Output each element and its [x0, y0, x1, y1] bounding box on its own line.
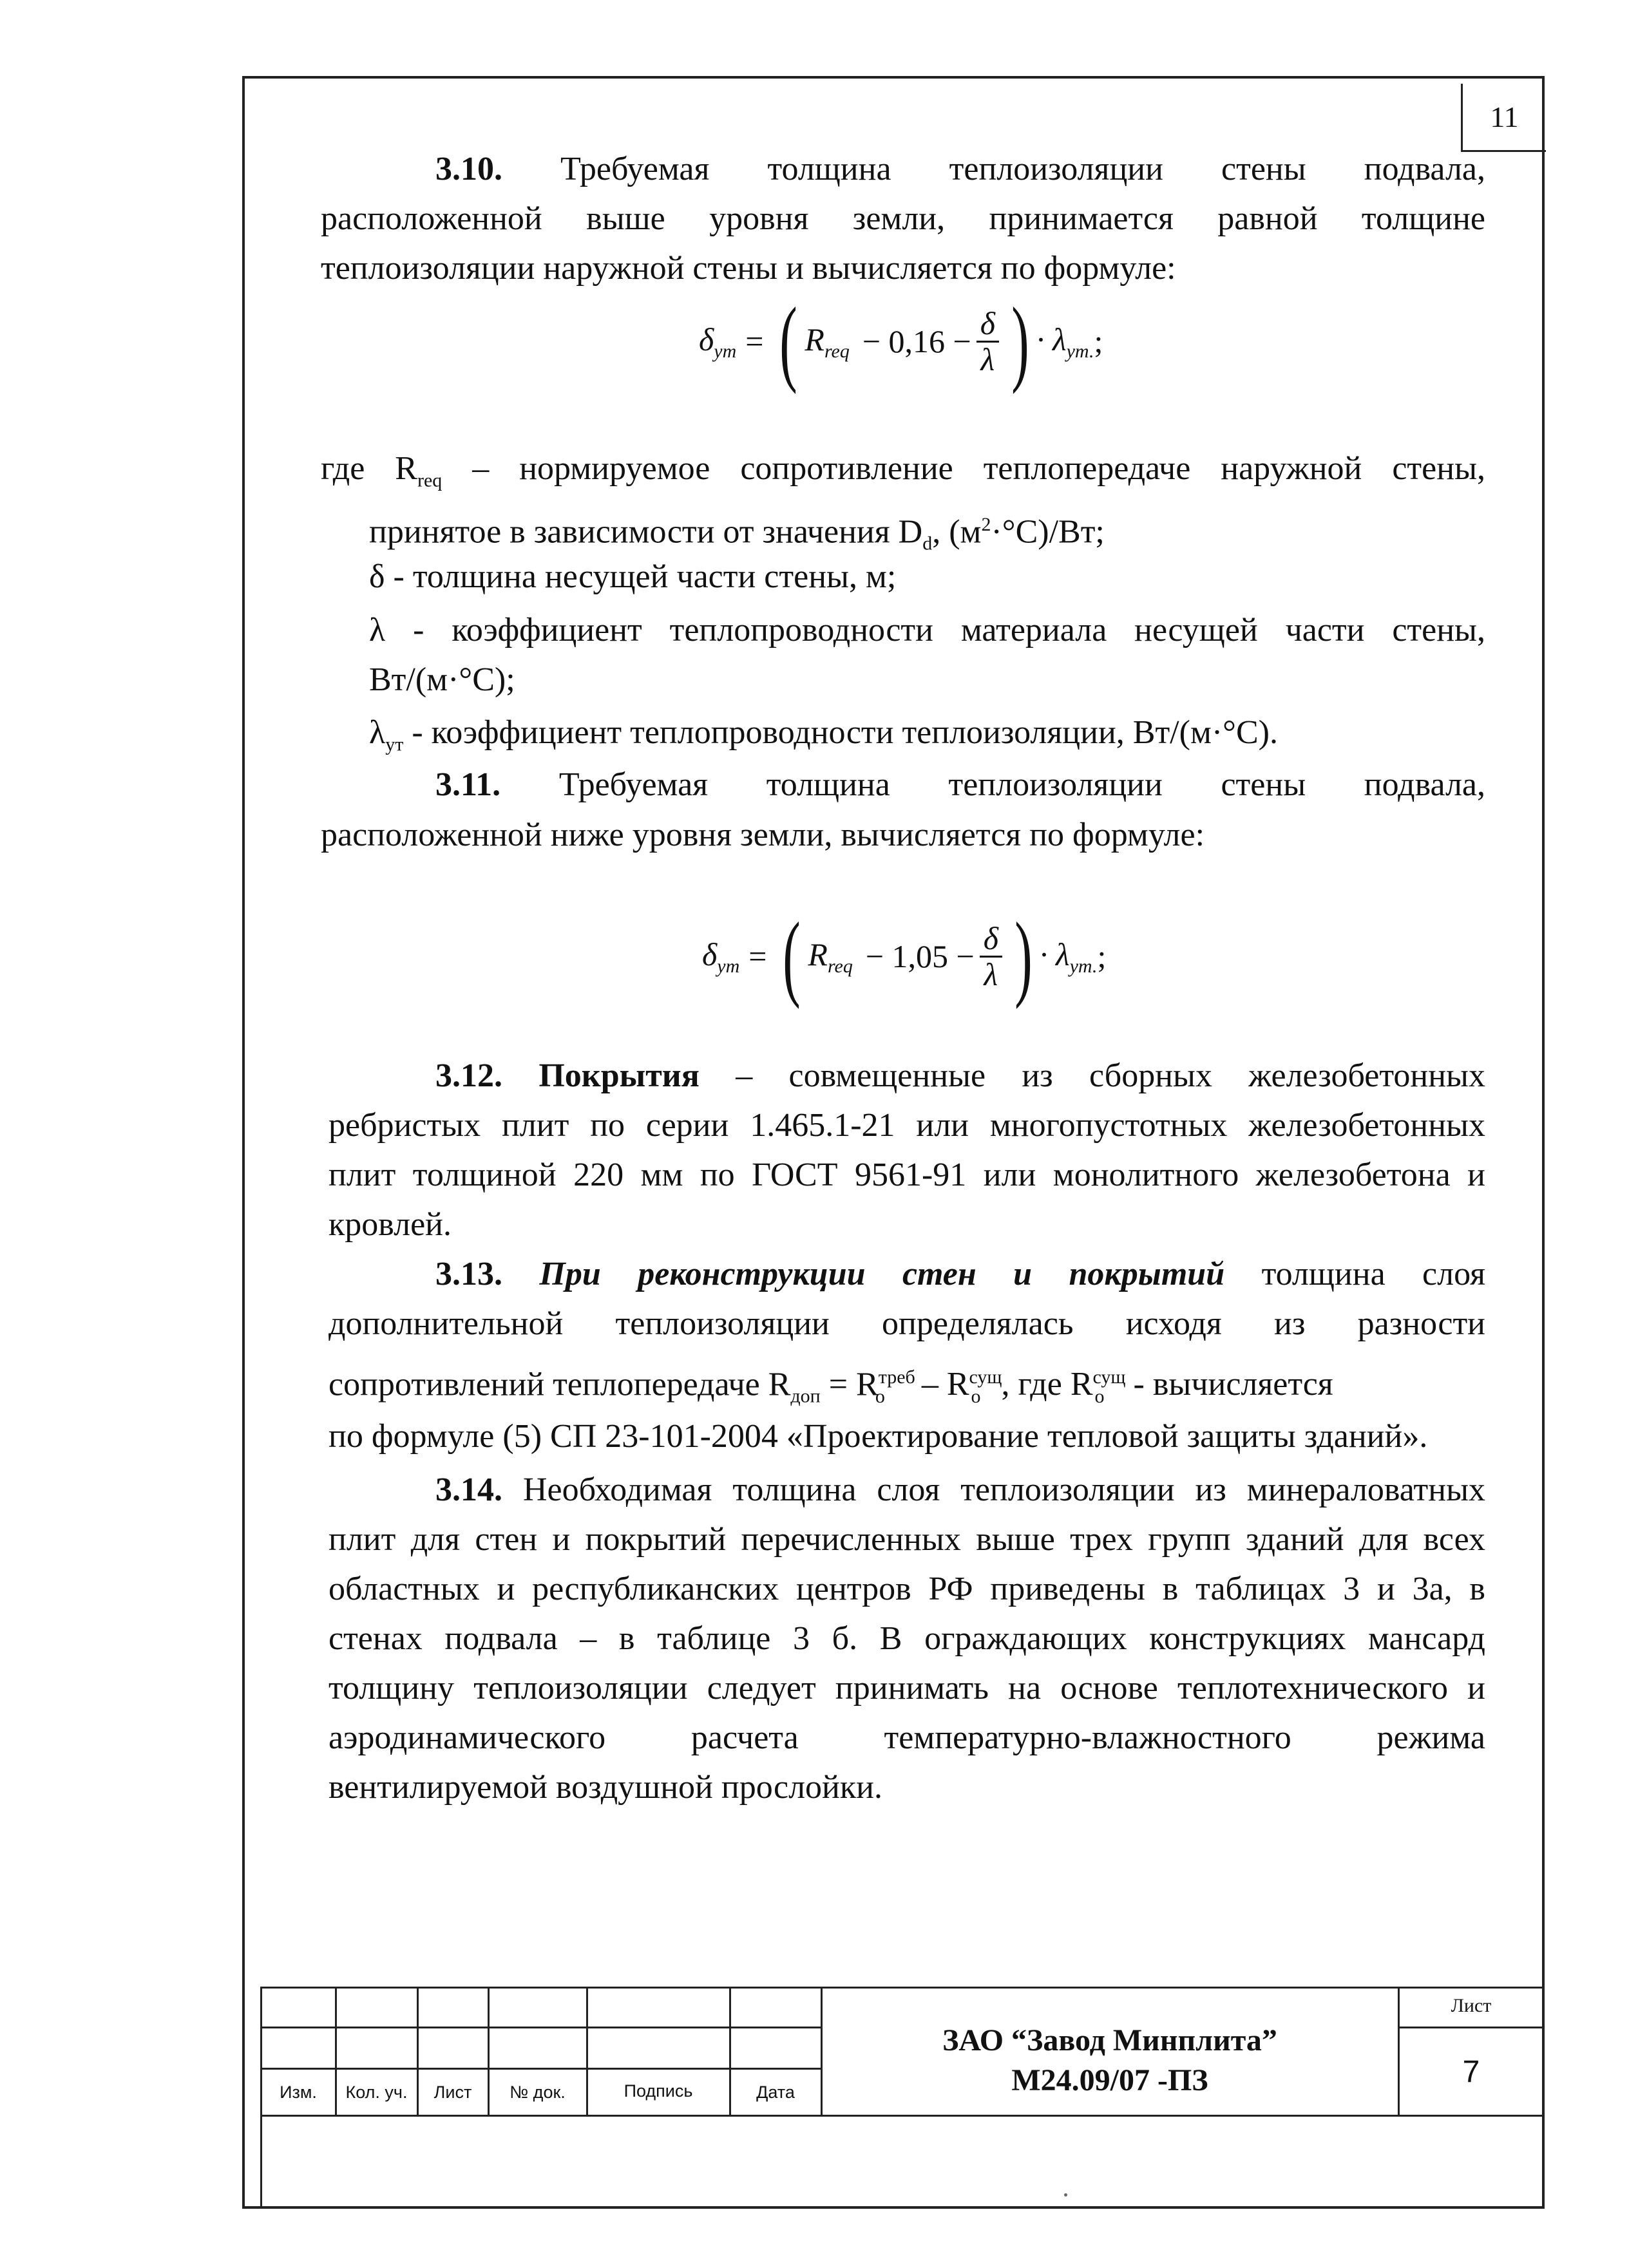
f1-r: $R_{req}$ [805, 321, 850, 362]
p312-line1 [435, 1056, 1485, 1096]
p312-line1-text: – совмещенные из сборных железобетонных [736, 1057, 1485, 1094]
p314-number: 3.14. [435, 1471, 502, 1508]
f1-lhs: $\delta_{ут}$ [699, 321, 737, 362]
where-line5: Вт/(м·°С); [369, 661, 515, 698]
p314-line6: аэродинамического расчета температурно-влажностного режима [329, 1719, 1485, 1756]
f2-lhs: $\delta_{ут}$ [702, 936, 740, 977]
p313-number: 3.13. [435, 1256, 502, 1292]
stamp-bottom-line [260, 2115, 1543, 2117]
f2-rhs: · $\lambda_{ут.}$ [1039, 936, 1098, 977]
f2-close-paren: ) [1014, 903, 1033, 1010]
f2-const: − 1,05 − [865, 938, 975, 974]
f2-r: $R_{req}$ [808, 936, 853, 977]
p314-line3: областных и республиканских центров РФ приведены в таблицах 3 и 3а, в [329, 1571, 1485, 1607]
f1-frac-den: λ [980, 341, 995, 377]
stamp-label-signature: Подпись [624, 2081, 693, 2101]
f2-tail: ; [1097, 938, 1107, 974]
f1-equals: = [745, 323, 764, 359]
stamp-label-kol-uch: Кол. уч. [345, 2083, 408, 2102]
p314-line1 [435, 1470, 1485, 1510]
p313-line2: дополнительной теплоизоляции определялась исходя из разности [329, 1305, 1485, 1342]
p313-line1 [435, 1254, 1485, 1294]
f1-open-paren: ( [779, 288, 798, 395]
p313-italic-phrase: При реконструкции стен и покрытий [539, 1256, 1225, 1292]
where-line2: принятое в зависимости от значения $D_d$, $(м^2\cdot^\circ C)/Вт$; [369, 513, 1105, 554]
p314-line7: вентилируемой воздушной прослойки. [329, 1769, 882, 1806]
stamp-row-line-2 [260, 2068, 821, 2070]
page-number-box [1461, 84, 1546, 152]
where-line3: δ - толщина несущей части стены, м; [369, 558, 897, 595]
where-line6: $\lambda_{ут}$ - коэффициент теплопроводности теплоизоляции, Вт/(м·°С). [369, 714, 1278, 755]
f1-tail: ; [1094, 323, 1103, 359]
formula-below-ground [702, 903, 1107, 1010]
scan-speck [1064, 2193, 1067, 2197]
stamp-label-date: Дата [756, 2083, 795, 2102]
f2-open-paren: ( [783, 903, 801, 1010]
f1-const: − 0,16 − [862, 323, 971, 359]
p312-line2: ребристых плит по серии 1.465.1-21 или многопустотных железобетонных [329, 1107, 1485, 1144]
p310-line2: расположенной выше уровня земли, принимается равной толщине [321, 200, 1485, 237]
f1-frac-num: δ [976, 307, 999, 343]
stamp-company: ЗАО “Завод Минплита” [942, 2023, 1277, 2057]
p312-line4: кровлей. [329, 1206, 452, 1243]
p312-bold-word: Покрытия [538, 1057, 700, 1094]
f2-frac-num: δ [980, 921, 1002, 958]
p311-number: 3.11. [435, 766, 501, 803]
p314-line5: толщину теплоизоляции следует принимать на основе теплотехнического и [329, 1670, 1485, 1706]
p313-line1-text: толщина слоя [1261, 1256, 1486, 1292]
p310-line3: теплоизоляции наружной стены и вычисляется по формуле: [321, 250, 1176, 287]
f2-frac-den: λ [984, 956, 998, 992]
stamp-row-line-1 [260, 2027, 821, 2028]
f2-equals: = [748, 938, 767, 974]
p310-line1 [435, 149, 1485, 189]
p312-number: 3.12. [435, 1057, 502, 1094]
formula-above-ground [699, 288, 1103, 395]
stamp-doc-code: М24.09/07 -ПЗ [1011, 2063, 1208, 2097]
p310-number: 3.10. [435, 151, 502, 187]
p310-line1-text: Требуемая толщина теплоизоляции стены подвала, [560, 151, 1486, 187]
p311-line1-text: Требуемая толщина теплоизоляции стены подвала, [558, 766, 1486, 803]
p313-line3: сопротивлений теплопередаче $R_{доп} = R^{треб}_о - R^{сущ}_о$ , где $R^{сущ}_о$ - вычисляется [329, 1366, 1333, 1407]
p314-line1-text: Необходимая толщина слоя теплоизоляции из минераловатных [522, 1471, 1486, 1508]
stamp-top-line [260, 1987, 1543, 1989]
p313-line4: по формуле (5) СП 23-101-2004 «Проектирование тепловой защиты зданий». [329, 1418, 1428, 1455]
stamp-label-izm: Изм. [280, 2083, 317, 2102]
stamp-label-list: Лист [433, 2083, 472, 2102]
p314-line4: стенах подвала – в таблице 3 б. В ограждающих конструкциях мансард [329, 1620, 1485, 1657]
f2-fraction [980, 921, 1002, 991]
stamp-sheet-number: 7 [1462, 2055, 1480, 2089]
f1-rhs: · $\lambda_{ут.}$ [1036, 321, 1094, 362]
where-line1: где $R_{req}$ – нормируемое сопротивление теплопередаче наружной стены, [321, 450, 1486, 491]
p311-line2: расположенной ниже уровня земли, вычисляется по формуле: [321, 817, 1205, 853]
p312-line3: плит толщиной 220 мм по ГОСТ 9561-91 или монолитного железобетона и [329, 1157, 1485, 1193]
stamp-sheet-line [1398, 2027, 1543, 2028]
f1-close-paren: ) [1011, 288, 1029, 395]
stamp-label-doc-no: № док. [509, 2083, 566, 2102]
p311-line1 [435, 765, 1485, 805]
where-line4: λ - коэффициент теплопроводности материала несущей части стены, [369, 612, 1485, 648]
p314-line2: плит для стен и покрытий перечисленных выше трех групп зданий для всех [329, 1521, 1485, 1558]
stamp-sheet-label: Лист [1451, 1995, 1492, 2016]
page-number: 11 [1490, 100, 1519, 133]
f1-fraction [976, 307, 999, 376]
